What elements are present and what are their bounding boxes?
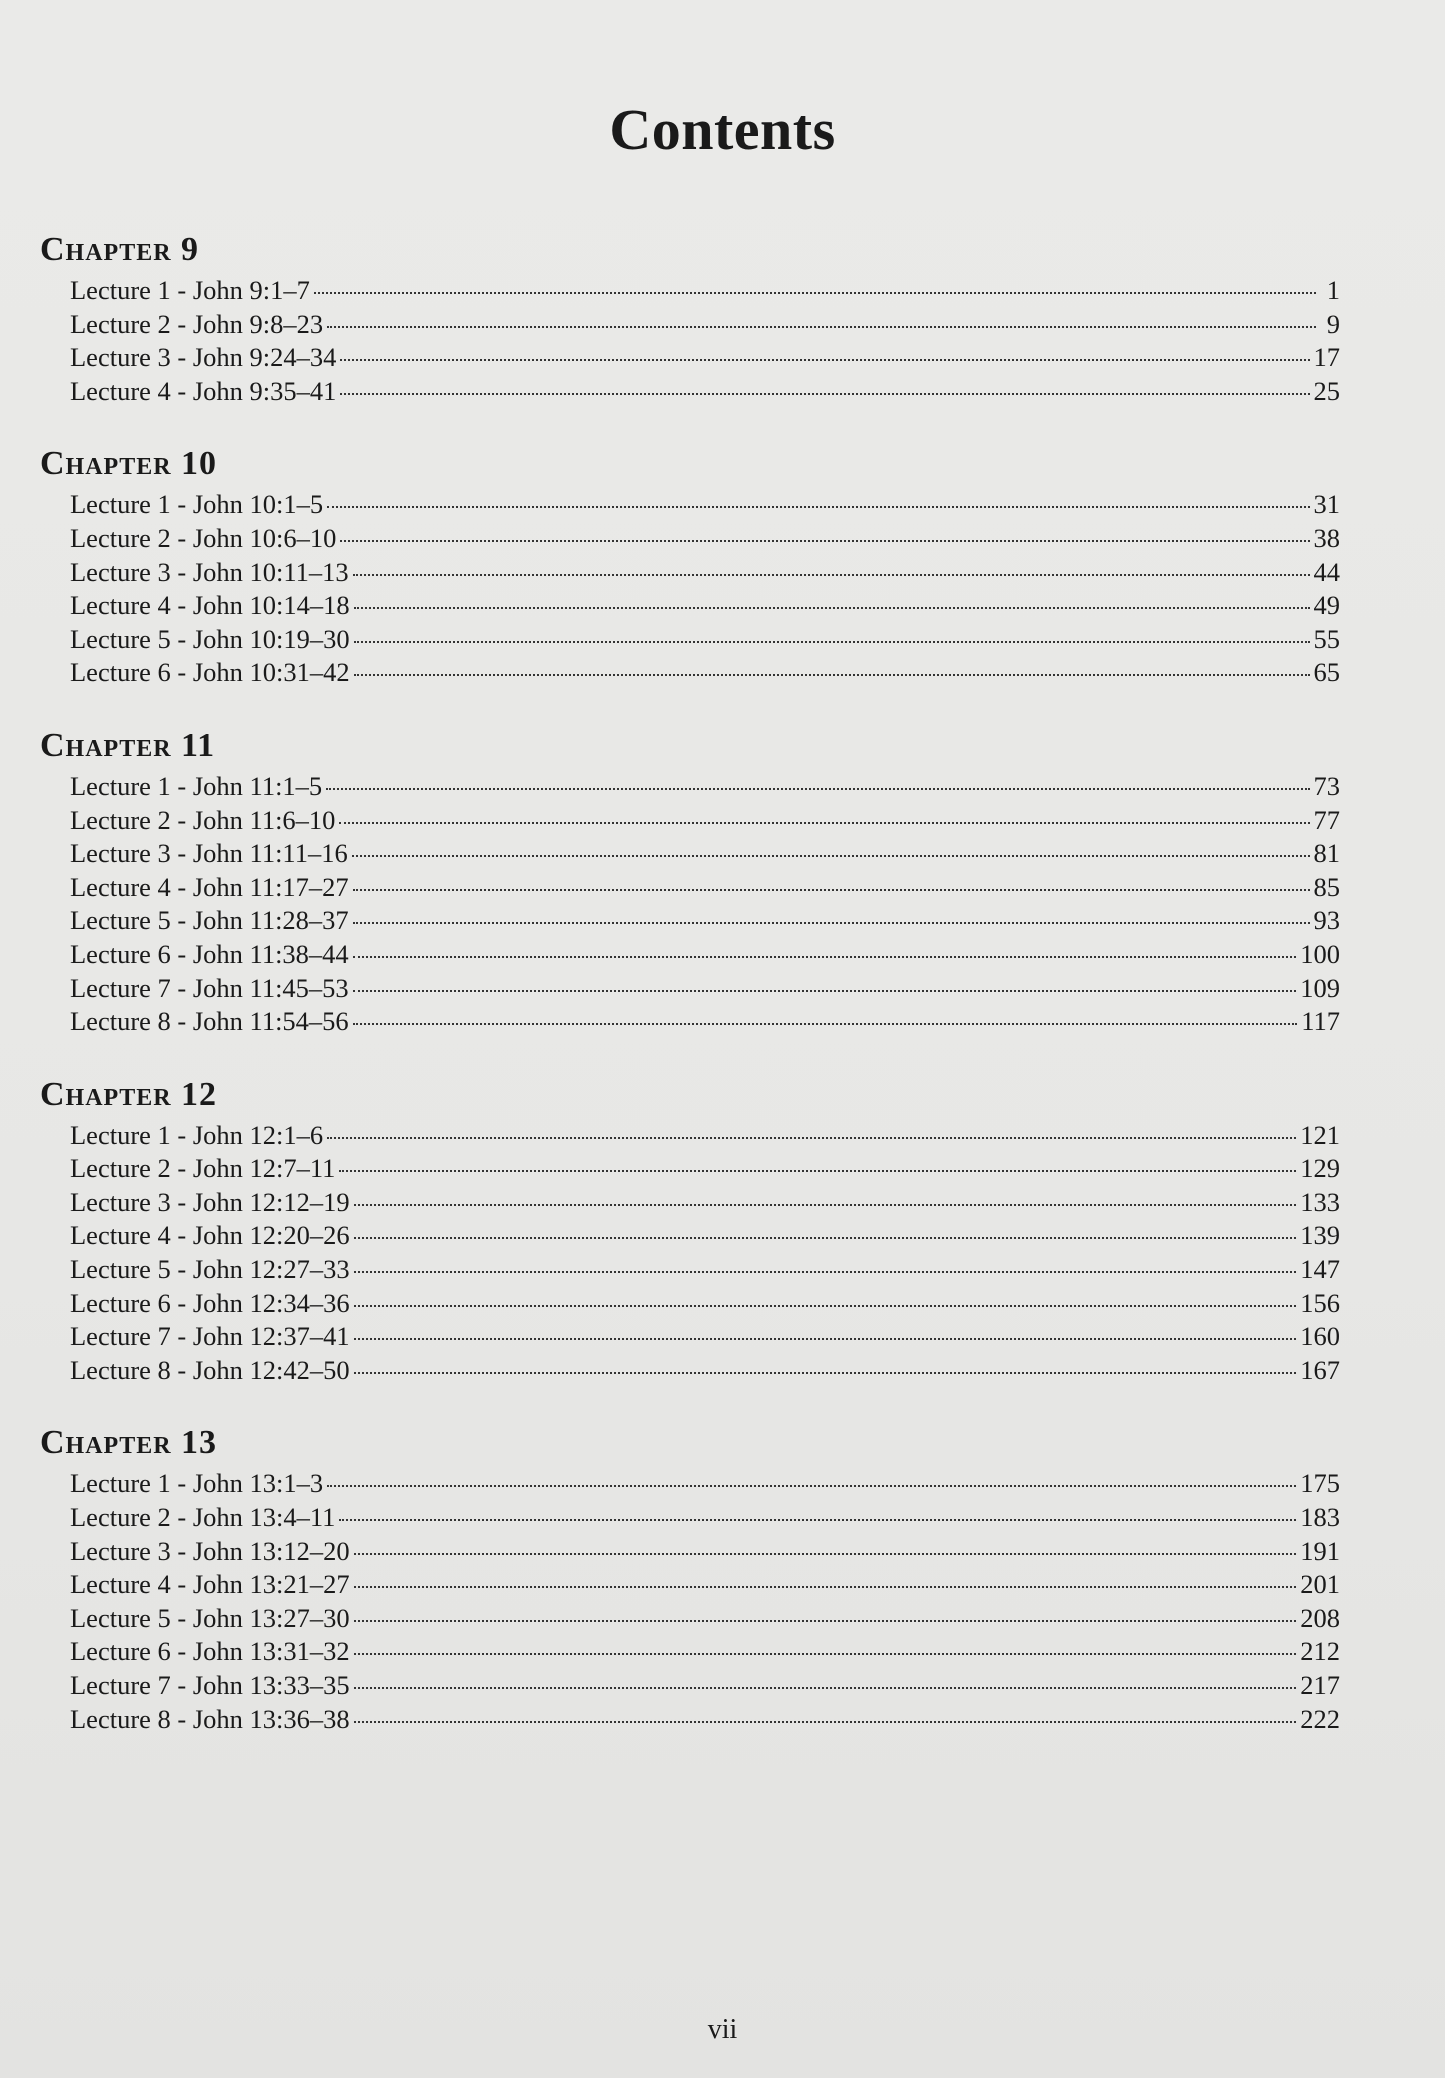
toc-entry-label: Lecture 2 - John 10:6–10 bbox=[70, 522, 337, 553]
toc-entry bbox=[70, 1287, 1340, 1321]
toc-entry-label: Lecture 2 - John 11:6–10 bbox=[70, 804, 336, 835]
toc-entry-label: Lecture 6 - John 10:31–42 bbox=[70, 657, 350, 688]
toc-entry-label: Lecture 1 - John 11:1–5 bbox=[70, 770, 323, 801]
toc-entry-label: Lecture 5 - John 12:27–33 bbox=[70, 1254, 350, 1285]
toc-entry-page-number: 85 bbox=[1313, 871, 1340, 902]
dot-leader bbox=[354, 1204, 1297, 1206]
toc-entry-label: Lecture 7 - John 11:45–53 bbox=[70, 972, 349, 1003]
dot-leader bbox=[354, 1586, 1297, 1588]
toc-entry-page-number: 129 bbox=[1300, 1153, 1340, 1184]
toc-entry-label: Lecture 3 - John 9:24–34 bbox=[70, 342, 337, 373]
chapter-section bbox=[40, 442, 1340, 690]
chapter-heading: Chapter 10 bbox=[40, 445, 218, 483]
dot-leader bbox=[327, 506, 1309, 508]
toc-entry-label: Lecture 4 - John 11:17–27 bbox=[70, 871, 349, 902]
toc-entry bbox=[70, 1568, 1340, 1602]
page-title: Contents bbox=[609, 97, 836, 162]
toc-entry-label: Lecture 4 - John 10:14–18 bbox=[70, 590, 350, 621]
toc-entry bbox=[70, 1119, 1340, 1153]
chapter-heading: Chapter 11 bbox=[40, 726, 216, 764]
toc-entry-page-number: 49 bbox=[1313, 590, 1340, 621]
toc-entry-page-number: 133 bbox=[1300, 1186, 1340, 1217]
toc-entry-page-number: 1 bbox=[1326, 275, 1340, 305]
toc-entry-label: Lecture 3 - John 10:11–13 bbox=[70, 556, 349, 587]
toc-entry-label: Lecture 2 - John 9:8–23 bbox=[70, 308, 324, 339]
dot-leader bbox=[354, 1305, 1297, 1307]
toc-entry bbox=[70, 1253, 1340, 1287]
toc-entry-page-number: 38 bbox=[1313, 522, 1340, 553]
toc-entry-label: Lecture 2 - John 13:4–11 bbox=[70, 1502, 336, 1533]
dot-leader bbox=[354, 1237, 1297, 1239]
toc-entry-label: Lecture 5 - John 10:19–30 bbox=[70, 623, 350, 654]
dot-leader bbox=[354, 1338, 1297, 1340]
toc-entry bbox=[70, 1703, 1340, 1737]
toc-entry bbox=[70, 837, 1340, 871]
dot-leader bbox=[354, 1687, 1297, 1689]
toc-entry-label: Lecture 6 - John 11:38–44 bbox=[70, 938, 349, 969]
chapter-section bbox=[40, 724, 1340, 1039]
toc-entry bbox=[70, 972, 1340, 1006]
toc-entry bbox=[70, 488, 1340, 522]
toc-entry-page-number: 183 bbox=[1300, 1502, 1340, 1533]
toc-entry bbox=[70, 1005, 1340, 1039]
toc-entry-label: Lecture 7 - John 13:33–35 bbox=[70, 1670, 350, 1700]
toc-entry-page-number: 55 bbox=[1313, 623, 1340, 654]
dot-leader bbox=[354, 1721, 1297, 1723]
toc-entry-page-number: 208 bbox=[1300, 1602, 1340, 1633]
toc-entry-page-number: 31 bbox=[1313, 489, 1340, 520]
dot-leader bbox=[354, 641, 1310, 643]
dot-leader bbox=[353, 1023, 1298, 1025]
dot-leader bbox=[354, 1653, 1297, 1655]
toc-entry bbox=[70, 1535, 1340, 1569]
dot-leader bbox=[340, 393, 1309, 395]
toc-entry-page-number: 139 bbox=[1300, 1220, 1340, 1251]
toc-entry bbox=[70, 274, 1340, 308]
toc-entry-page-number: 175 bbox=[1300, 1468, 1340, 1499]
toc-entry-label: Lecture 3 - John 12:12–19 bbox=[70, 1186, 350, 1217]
toc-entry-label: Lecture 1 - John 10:1–5 bbox=[70, 489, 324, 520]
toc-entry-page-number: 65 bbox=[1313, 657, 1340, 688]
toc-entry-label: Lecture 8 - John 12:42–50 bbox=[70, 1354, 350, 1385]
dot-leader bbox=[353, 956, 1297, 958]
chapter-heading: Chapter 13 bbox=[40, 1424, 218, 1462]
toc-entry bbox=[70, 938, 1340, 972]
toc-entry bbox=[70, 1635, 1340, 1669]
toc-entry-page-number: 121 bbox=[1300, 1119, 1340, 1150]
dot-leader bbox=[354, 1271, 1297, 1273]
dot-leader bbox=[339, 822, 1309, 824]
dot-leader bbox=[340, 540, 1309, 542]
toc-entry-page-number: 201 bbox=[1300, 1569, 1340, 1600]
toc-entry-label: Lecture 5 - John 13:27–30 bbox=[70, 1602, 350, 1633]
toc-entry bbox=[70, 1669, 1340, 1703]
toc-entry-label: Lecture 7 - John 12:37–41 bbox=[70, 1321, 350, 1352]
chapter-section bbox=[40, 228, 1340, 408]
toc-entry-label: Lecture 1 - John 12:1–6 bbox=[70, 1119, 324, 1150]
dot-leader bbox=[354, 674, 1310, 676]
toc-entry-page-number: 222 bbox=[1300, 1703, 1340, 1734]
page-number-footer: vii bbox=[707, 2014, 738, 2045]
toc-entry bbox=[70, 522, 1340, 556]
toc-entry-page-number: 100 bbox=[1300, 938, 1340, 969]
dot-leader bbox=[353, 889, 1310, 891]
toc-entry bbox=[70, 1467, 1340, 1501]
toc-entry-label: Lecture 8 - John 13:36–38 bbox=[70, 1703, 350, 1734]
dot-leader bbox=[327, 326, 1316, 328]
toc-entry-label: Lecture 6 - John 13:31–32 bbox=[70, 1636, 350, 1667]
toc-entry-page-number: 156 bbox=[1300, 1287, 1340, 1318]
toc-entry-label: Lecture 6 - John 12:34–36 bbox=[70, 1287, 350, 1318]
toc-entry-page-number: 117 bbox=[1301, 1006, 1340, 1037]
chapter-heading: Chapter 12 bbox=[40, 1075, 218, 1113]
dot-leader bbox=[354, 1372, 1297, 1374]
toc-entry-page-number: 17 bbox=[1313, 342, 1340, 373]
toc-entry-page-number: 109 bbox=[1300, 972, 1340, 1003]
chapter-heading: Chapter 9 bbox=[40, 231, 200, 268]
dot-leader bbox=[352, 855, 1310, 857]
toc-entry bbox=[70, 770, 1340, 804]
toc-entry-label: Lecture 4 - John 9:35–41 bbox=[70, 375, 337, 406]
toc-entry bbox=[70, 1501, 1340, 1535]
table-of-contents bbox=[40, 228, 1340, 1770]
dot-leader bbox=[339, 1170, 1296, 1172]
toc-entry-page-number: 25 bbox=[1313, 375, 1340, 406]
toc-entry-label: Lecture 4 - John 13:21–27 bbox=[70, 1569, 350, 1600]
toc-entry-label: Lecture 5 - John 11:28–37 bbox=[70, 905, 349, 936]
toc-entry-label: Lecture 4 - John 12:20–26 bbox=[70, 1220, 350, 1251]
toc-entry-page-number: 212 bbox=[1300, 1636, 1340, 1667]
toc-entry bbox=[70, 341, 1340, 375]
dot-leader bbox=[327, 1485, 1296, 1487]
toc-entry bbox=[70, 1602, 1340, 1636]
toc-entry bbox=[70, 589, 1340, 623]
toc-entry-page-number: 81 bbox=[1313, 838, 1340, 869]
dot-leader bbox=[353, 990, 1297, 992]
toc-entry-page-number: 73 bbox=[1313, 770, 1340, 801]
toc-entry bbox=[70, 1354, 1340, 1388]
dot-leader bbox=[314, 292, 1316, 294]
toc-entry bbox=[70, 375, 1340, 409]
toc-entry bbox=[70, 308, 1340, 342]
toc-entry-page-number: 217 bbox=[1300, 1670, 1340, 1700]
chapter-section bbox=[40, 1073, 1340, 1388]
dot-leader bbox=[326, 788, 1309, 790]
toc-entry bbox=[70, 1320, 1340, 1354]
toc-entry-label: Lecture 1 - John 13:1–3 bbox=[70, 1468, 324, 1499]
toc-entry bbox=[70, 1219, 1340, 1253]
toc-entry bbox=[70, 804, 1340, 838]
toc-entry-page-number: 9 bbox=[1326, 308, 1340, 339]
toc-entry-page-number: 167 bbox=[1300, 1354, 1340, 1385]
dot-leader bbox=[340, 359, 1309, 361]
toc-entry bbox=[70, 871, 1340, 905]
dot-leader bbox=[354, 607, 1310, 609]
toc-entry bbox=[70, 1152, 1340, 1186]
dot-leader bbox=[353, 574, 1310, 576]
dot-leader bbox=[354, 1620, 1297, 1622]
toc-entry bbox=[70, 656, 1340, 690]
toc-entry-page-number: 44 bbox=[1313, 556, 1340, 587]
toc-entry-label: Lecture 3 - John 11:11–16 bbox=[70, 838, 348, 869]
dot-leader bbox=[353, 922, 1310, 924]
toc-entry-label: Lecture 8 - John 11:54–56 bbox=[70, 1006, 349, 1037]
toc-entry-page-number: 160 bbox=[1300, 1321, 1340, 1352]
dot-leader bbox=[339, 1519, 1296, 1521]
dot-leader bbox=[327, 1137, 1296, 1139]
toc-entry-page-number: 77 bbox=[1313, 804, 1340, 835]
toc-entry bbox=[70, 556, 1340, 590]
toc-entry-label: Lecture 1 - John 9:1–7 bbox=[70, 275, 310, 305]
toc-entry bbox=[70, 904, 1340, 938]
toc-entry-page-number: 93 bbox=[1313, 905, 1340, 936]
toc-entry bbox=[70, 1186, 1340, 1220]
toc-entry-label: Lecture 2 - John 12:7–11 bbox=[70, 1153, 336, 1184]
dot-leader bbox=[354, 1553, 1297, 1555]
toc-entry-page-number: 147 bbox=[1300, 1254, 1340, 1285]
chapter-section bbox=[40, 1421, 1340, 1736]
toc-entry bbox=[70, 623, 1340, 657]
toc-entry-page-number: 191 bbox=[1300, 1535, 1340, 1566]
toc-entry-label: Lecture 3 - John 13:12–20 bbox=[70, 1535, 350, 1566]
